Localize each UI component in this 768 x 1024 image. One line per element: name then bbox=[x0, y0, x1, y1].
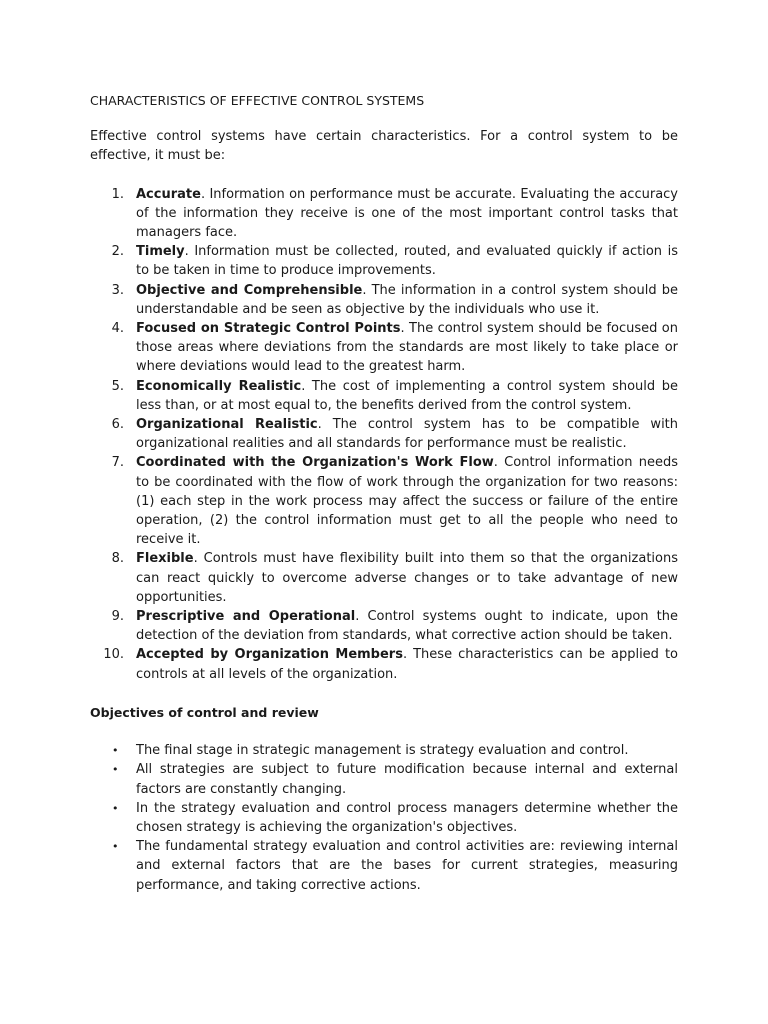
list-item bbox=[90, 645, 678, 683]
item-text: . Controls must have flexibility built into them so that the organizations can react quickly to overcome adverse changes or to take advantage of new opportunities. bbox=[136, 551, 678, 605]
list-item bbox=[90, 377, 678, 415]
item-term: Organizational Realistic bbox=[136, 417, 318, 433]
item-number: 10. bbox=[103, 647, 124, 663]
intro-paragraph: Effective control systems have certain characteristics. For a control system to be effective, it must be: bbox=[90, 129, 678, 164]
item-text: . The information in a control system should be understandable and be seen as objective by the individuals who use it. bbox=[136, 282, 678, 317]
list-item bbox=[90, 453, 678, 549]
document-page bbox=[90, 91, 678, 895]
list-item bbox=[90, 760, 678, 798]
objectives-heading: Objectives of control and review bbox=[90, 704, 319, 720]
item-term: Accurate bbox=[136, 186, 201, 202]
bullet-icon: • bbox=[112, 801, 119, 815]
item-term: Prescriptive and Operational bbox=[136, 609, 356, 625]
item-number: 2. bbox=[111, 244, 124, 260]
item-number: 3. bbox=[111, 282, 124, 298]
list-item bbox=[90, 837, 678, 895]
item-number: 1. bbox=[111, 186, 124, 202]
item-number: 5. bbox=[111, 378, 124, 394]
list-item bbox=[90, 799, 678, 837]
list-item bbox=[90, 319, 678, 377]
item-term: Economically Realistic bbox=[136, 378, 302, 394]
item-number: 8. bbox=[111, 551, 124, 567]
item-text: The fundamental strategy evaluation and control activities are: reviewing internal and external factors that are the bases for current strategies, measuring performance, and taking corrective actions. bbox=[136, 839, 678, 893]
item-number: 4. bbox=[111, 321, 124, 337]
bullet-icon: • bbox=[112, 763, 119, 777]
item-number: 9. bbox=[111, 609, 124, 625]
document-title: CHARACTERISTICS OF EFFECTIVE CONTROL SYSTEMS bbox=[90, 93, 425, 108]
characteristics-list bbox=[90, 185, 678, 684]
item-text: . The cost of implementing a control system should be less than, or at most equal to, the benefits derived from the control system. bbox=[136, 378, 678, 413]
item-text: In the strategy evaluation and control process managers determine whether the chosen strategy is achieving the organization's objectives. bbox=[136, 800, 678, 835]
list-item bbox=[90, 185, 678, 243]
list-item bbox=[90, 415, 678, 453]
list-item bbox=[90, 741, 678, 760]
item-number: 6. bbox=[111, 417, 124, 433]
objectives-list bbox=[90, 741, 678, 895]
list-item bbox=[90, 549, 678, 607]
item-term: Accepted by Organization Members bbox=[136, 647, 403, 663]
item-text: All strategies are subject to future modification because internal and external factors are constantly changing. bbox=[136, 762, 678, 797]
item-text: . The control system should be focused on those areas where deviations from the standards are most likely to take place or where deviations would lead to the greatest harm. bbox=[136, 321, 678, 375]
item-term: Timely bbox=[136, 244, 185, 260]
list-item bbox=[90, 607, 678, 645]
item-text: . Information must be collected, routed, and evaluated quickly if action is to be taken in time to produce improvements. bbox=[136, 244, 678, 279]
list-item bbox=[90, 242, 678, 280]
item-number: 7. bbox=[111, 455, 124, 471]
item-term: Focused on Strategic Control Points bbox=[136, 321, 401, 337]
item-term: Flexible bbox=[136, 551, 194, 567]
item-term: Objective and Comprehensible bbox=[136, 282, 363, 298]
item-term: Coordinated with the Organization's Work Flow bbox=[136, 455, 494, 471]
bullet-icon: • bbox=[112, 840, 119, 854]
item-text: . These characteristics can be applied to controls at all levels of the organization. bbox=[136, 647, 678, 682]
item-text: . The control system has to be compatible with organizational realities and all standards for performance must be realistic. bbox=[136, 417, 679, 452]
item-text: . Information on performance must be accurate. Evaluating the accuracy of the information they receive is one of the most important control tasks that managers face. bbox=[136, 186, 678, 241]
bullet-icon: • bbox=[112, 744, 119, 758]
list-item bbox=[90, 281, 678, 319]
item-text: . Control systems ought to indicate, upon the detection of the deviation from standards, what corrective action should be taken. bbox=[136, 609, 678, 644]
item-text: The final stage in strategic management is strategy evaluation and control. bbox=[136, 743, 629, 759]
item-text: . Control information needs to be coordinated with the flow of work through the organization for two reasons: (1) each step in the work process may affect the success or failure of the entire operation, (2) the control information must get to all the people who need to receive it. bbox=[136, 455, 678, 548]
